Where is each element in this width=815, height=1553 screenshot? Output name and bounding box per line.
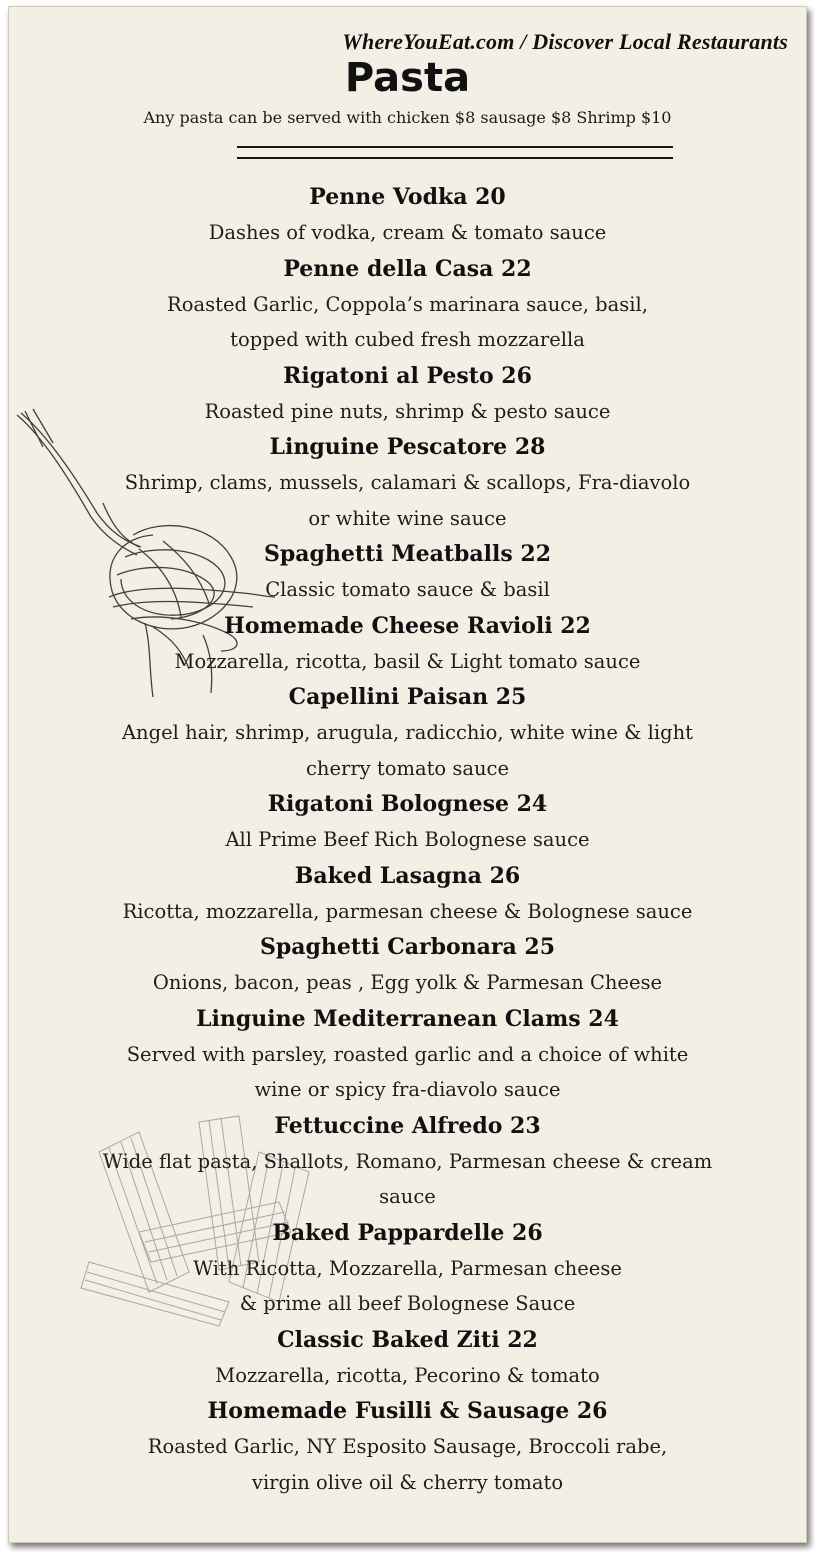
- menu-item-name: Linguine Mediterranean Clams 24: [196, 1005, 619, 1032]
- menu-item: [9, 179, 806, 251]
- menu-item-description: Mozzarella, ricotta, basil & Light tomato sauce: [174, 649, 641, 673]
- site-watermark: WhereYouEat.com / Discover Local Restaurants: [342, 29, 788, 54]
- menu-item-description: virgin olive oil & cherry tomato: [251, 1470, 564, 1494]
- menu-item-description: Shrimp, clams, mussels, calamari & scallops, Fra-diavolo: [124, 471, 691, 494]
- addons-note: Any pasta can be served with chicken $8 sausage $8 Shrimp $10: [143, 108, 672, 127]
- menu-item-name: Linguine Pescatore 28: [269, 434, 546, 460]
- menu-item-name: Capellini Paisan 25: [288, 684, 527, 710]
- menu-item: [9, 429, 806, 536]
- menu-item: [9, 1322, 806, 1394]
- menu-item-name: Spaghetti Meatballs 22: [263, 541, 552, 567]
- menu-item-description: or white wine sauce: [308, 506, 507, 530]
- menu-item-description: wine or spicy fra-diavolo sauce: [254, 1078, 561, 1101]
- menu-item-name: Penne della Casa 22: [283, 255, 532, 282]
- divider-bottom: [237, 157, 673, 159]
- menu-item: [9, 679, 806, 786]
- menu-item: [9, 1108, 806, 1215]
- menu-item-description: Onions, bacon, peas , Egg yolk & Parmesan Cheese: [152, 971, 663, 994]
- menu-item: [9, 358, 806, 430]
- menu-item-name: Baked Pappardelle 26: [272, 1219, 543, 1246]
- menu-item-name: Fettuccine Alfredo 23: [274, 1112, 541, 1139]
- menu-item: [9, 608, 806, 680]
- menu-item-description: & prime all beef Bolognese Sauce: [239, 1292, 576, 1315]
- menu-list: [9, 179, 806, 1500]
- menu-item: [9, 786, 806, 858]
- menu-item-name: Rigatoni Bolognese 24: [267, 791, 548, 817]
- menu-item-description: Roasted pine nuts, shrimp & pesto sauce: [204, 399, 611, 423]
- menu-item: [9, 1215, 806, 1322]
- menu-item: [9, 536, 806, 608]
- menu-item-description: Served with parsley, roasted garlic and a choice of white: [126, 1042, 689, 1066]
- menu-item-description: Roasted Garlic, NY Esposito Sausage, Broccoli rabe,: [147, 1435, 668, 1458]
- menu-item-name: Homemade Cheese Ravioli 22: [224, 612, 591, 639]
- menu-item: [9, 1393, 806, 1500]
- menu-item: [9, 858, 806, 930]
- menu-item-name: Spaghetti Carbonara 25: [259, 934, 556, 960]
- menu-item-description: With Ricotta, Mozzarella, Parmesan cheese: [193, 1256, 622, 1280]
- menu-item-description: Dashes of vodka, cream & tomato sauce: [208, 221, 607, 244]
- divider-top: [237, 146, 673, 148]
- menu-item: [9, 1001, 806, 1108]
- page-title: Pasta: [344, 55, 471, 101]
- menu-item-name: Baked Lasagna 26: [294, 862, 521, 889]
- menu-item: [9, 251, 806, 358]
- menu-item-description: Angel hair, shrimp, arugula, radicchio, white wine & light: [121, 721, 694, 744]
- menu-item: [9, 929, 806, 1001]
- menu-item-description: topped with cubed fresh mozzarella: [230, 328, 585, 351]
- menu-item-description: Mozzarella, ricotta, Pecorino & tomato: [215, 1363, 600, 1387]
- menu-item-description: sauce: [379, 1185, 436, 1208]
- menu-item-name: Homemade Fusilli & Sausage 26: [207, 1398, 608, 1424]
- menu-item-name: Penne Vodka 20: [309, 184, 506, 210]
- menu-item-name: Classic Baked Ziti 22: [277, 1326, 538, 1353]
- menu-item-name: Rigatoni al Pesto 26: [283, 362, 532, 389]
- menu-item-description: Ricotta, mozzarella, parmesan cheese & Bolognese sauce: [122, 899, 693, 923]
- menu-item-description: Classic tomato sauce & basil: [265, 578, 550, 601]
- menu-item-description: Roasted Garlic, Coppola’s marinara sauce, basil,: [167, 292, 648, 316]
- menu-item-description: Wide flat pasta, Shallots, Romano, Parmesan cheese & cream: [102, 1149, 713, 1173]
- menu-item-description: All Prime Beef Rich Bolognese sauce: [225, 828, 590, 851]
- menu-page: [8, 6, 807, 1543]
- menu-item-description: cherry tomato sauce: [306, 756, 509, 780]
